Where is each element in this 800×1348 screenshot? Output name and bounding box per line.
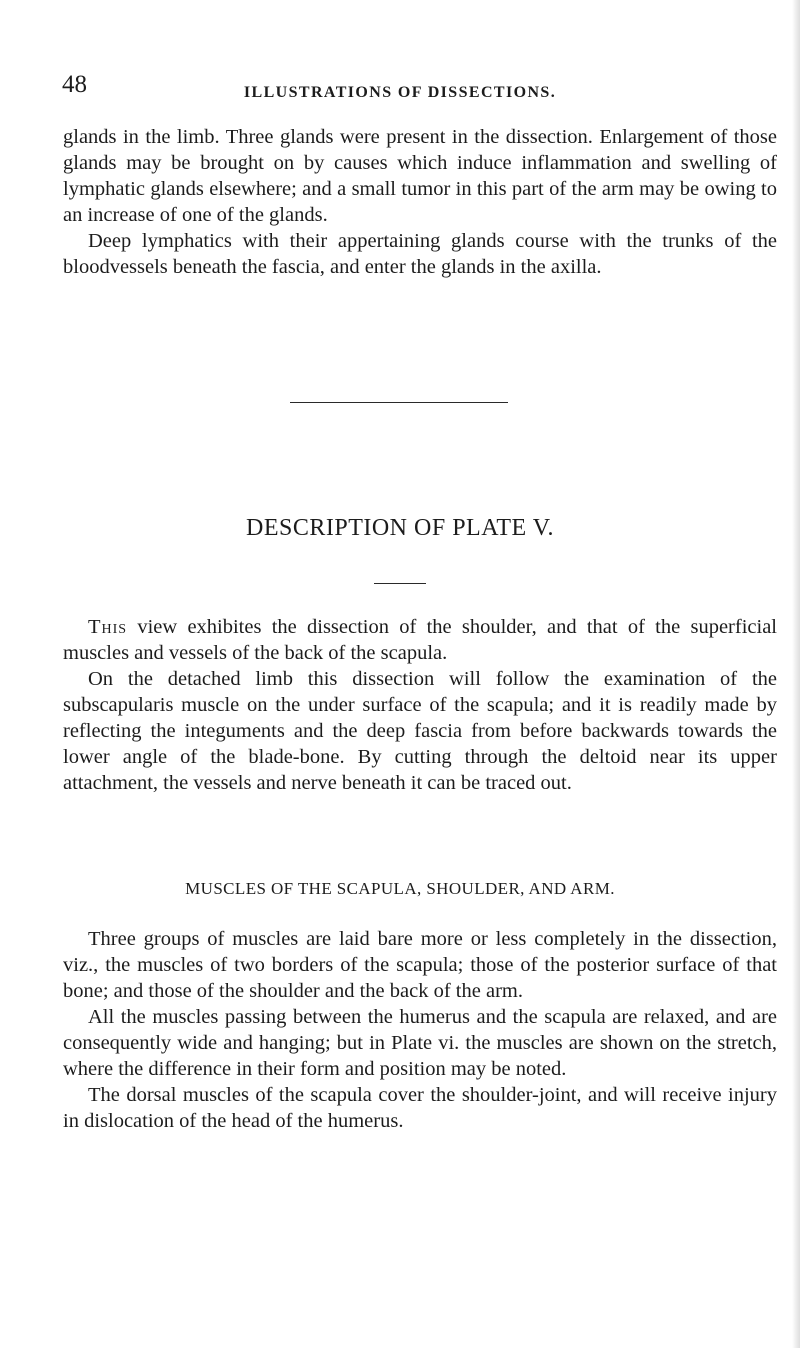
muscles-paragraph-2: All the muscles passing between the humerus and the scapula are relaxed, and are consequently wide and hanging; but in Plate vi. the muscles are shown on the stretch, where the difference in their form and position may be noted.: [63, 1006, 777, 1080]
page-number: 48: [62, 71, 87, 98]
muscles-text: [63, 926, 777, 1134]
section-paragraph-2: On the detached limb this dissection will follow the examination of the subscapularis muscle on the under surface of the scapula; and it is readily made by reflecting the integuments and the deep fascia from before backwards towards the lower angle of the blade-bone. By cutting through the deltoid near its upper attachment, the vessels and nerve beneath it can be traced out.: [63, 668, 777, 794]
intro-text: [63, 124, 777, 280]
section-paragraph-1-text: view exhibites the dissection of the shoulder, and that of the superficial muscles and vessels of the back of the scapula.: [63, 616, 777, 664]
section-heading: DESCRIPTION OF PLATE V.: [246, 515, 554, 541]
page-edge-shadow: [792, 0, 800, 1348]
running-head: ILLUSTRATIONS OF DISSECTIONS.: [243, 84, 557, 101]
small-caps-lead-word: This: [88, 616, 128, 638]
muscles-paragraph-3: The dorsal muscles of the scapula cover the shoulder-joint, and will receive injury in dislocation of the head of the humerus.: [63, 1084, 777, 1132]
section-divider-rule: [290, 402, 508, 403]
intro-paragraph-2: Deep lymphatics with their appertaining glands course with the trunks of the bloodvessels beneath the fascia, and enter the glands in the axilla.: [63, 230, 777, 278]
heading-underline-rule: [374, 583, 426, 584]
section-paragraph-1: [63, 614, 777, 666]
section-text: [63, 614, 777, 796]
muscles-paragraph-1: Three groups of muscles are laid bare more or less completely in the dissection, viz., the muscles of two borders of the scapula; those of the posterior surface of that bone; and those of the shoulder and the back of the arm.: [63, 928, 777, 1002]
intro-paragraph-1: glands in the limb. Three glands were present in the dissection. Enlargement of those glands may be brought on by causes which induce inflammation and swelling of lymphatic glands elsewhere; and a small tumor in this part of the arm may be owing to an increase of one of the glands.: [63, 126, 777, 226]
muscles-subheading: MUSCLES OF THE SCAPULA, SHOULDER, AND ARM.: [185, 879, 615, 898]
